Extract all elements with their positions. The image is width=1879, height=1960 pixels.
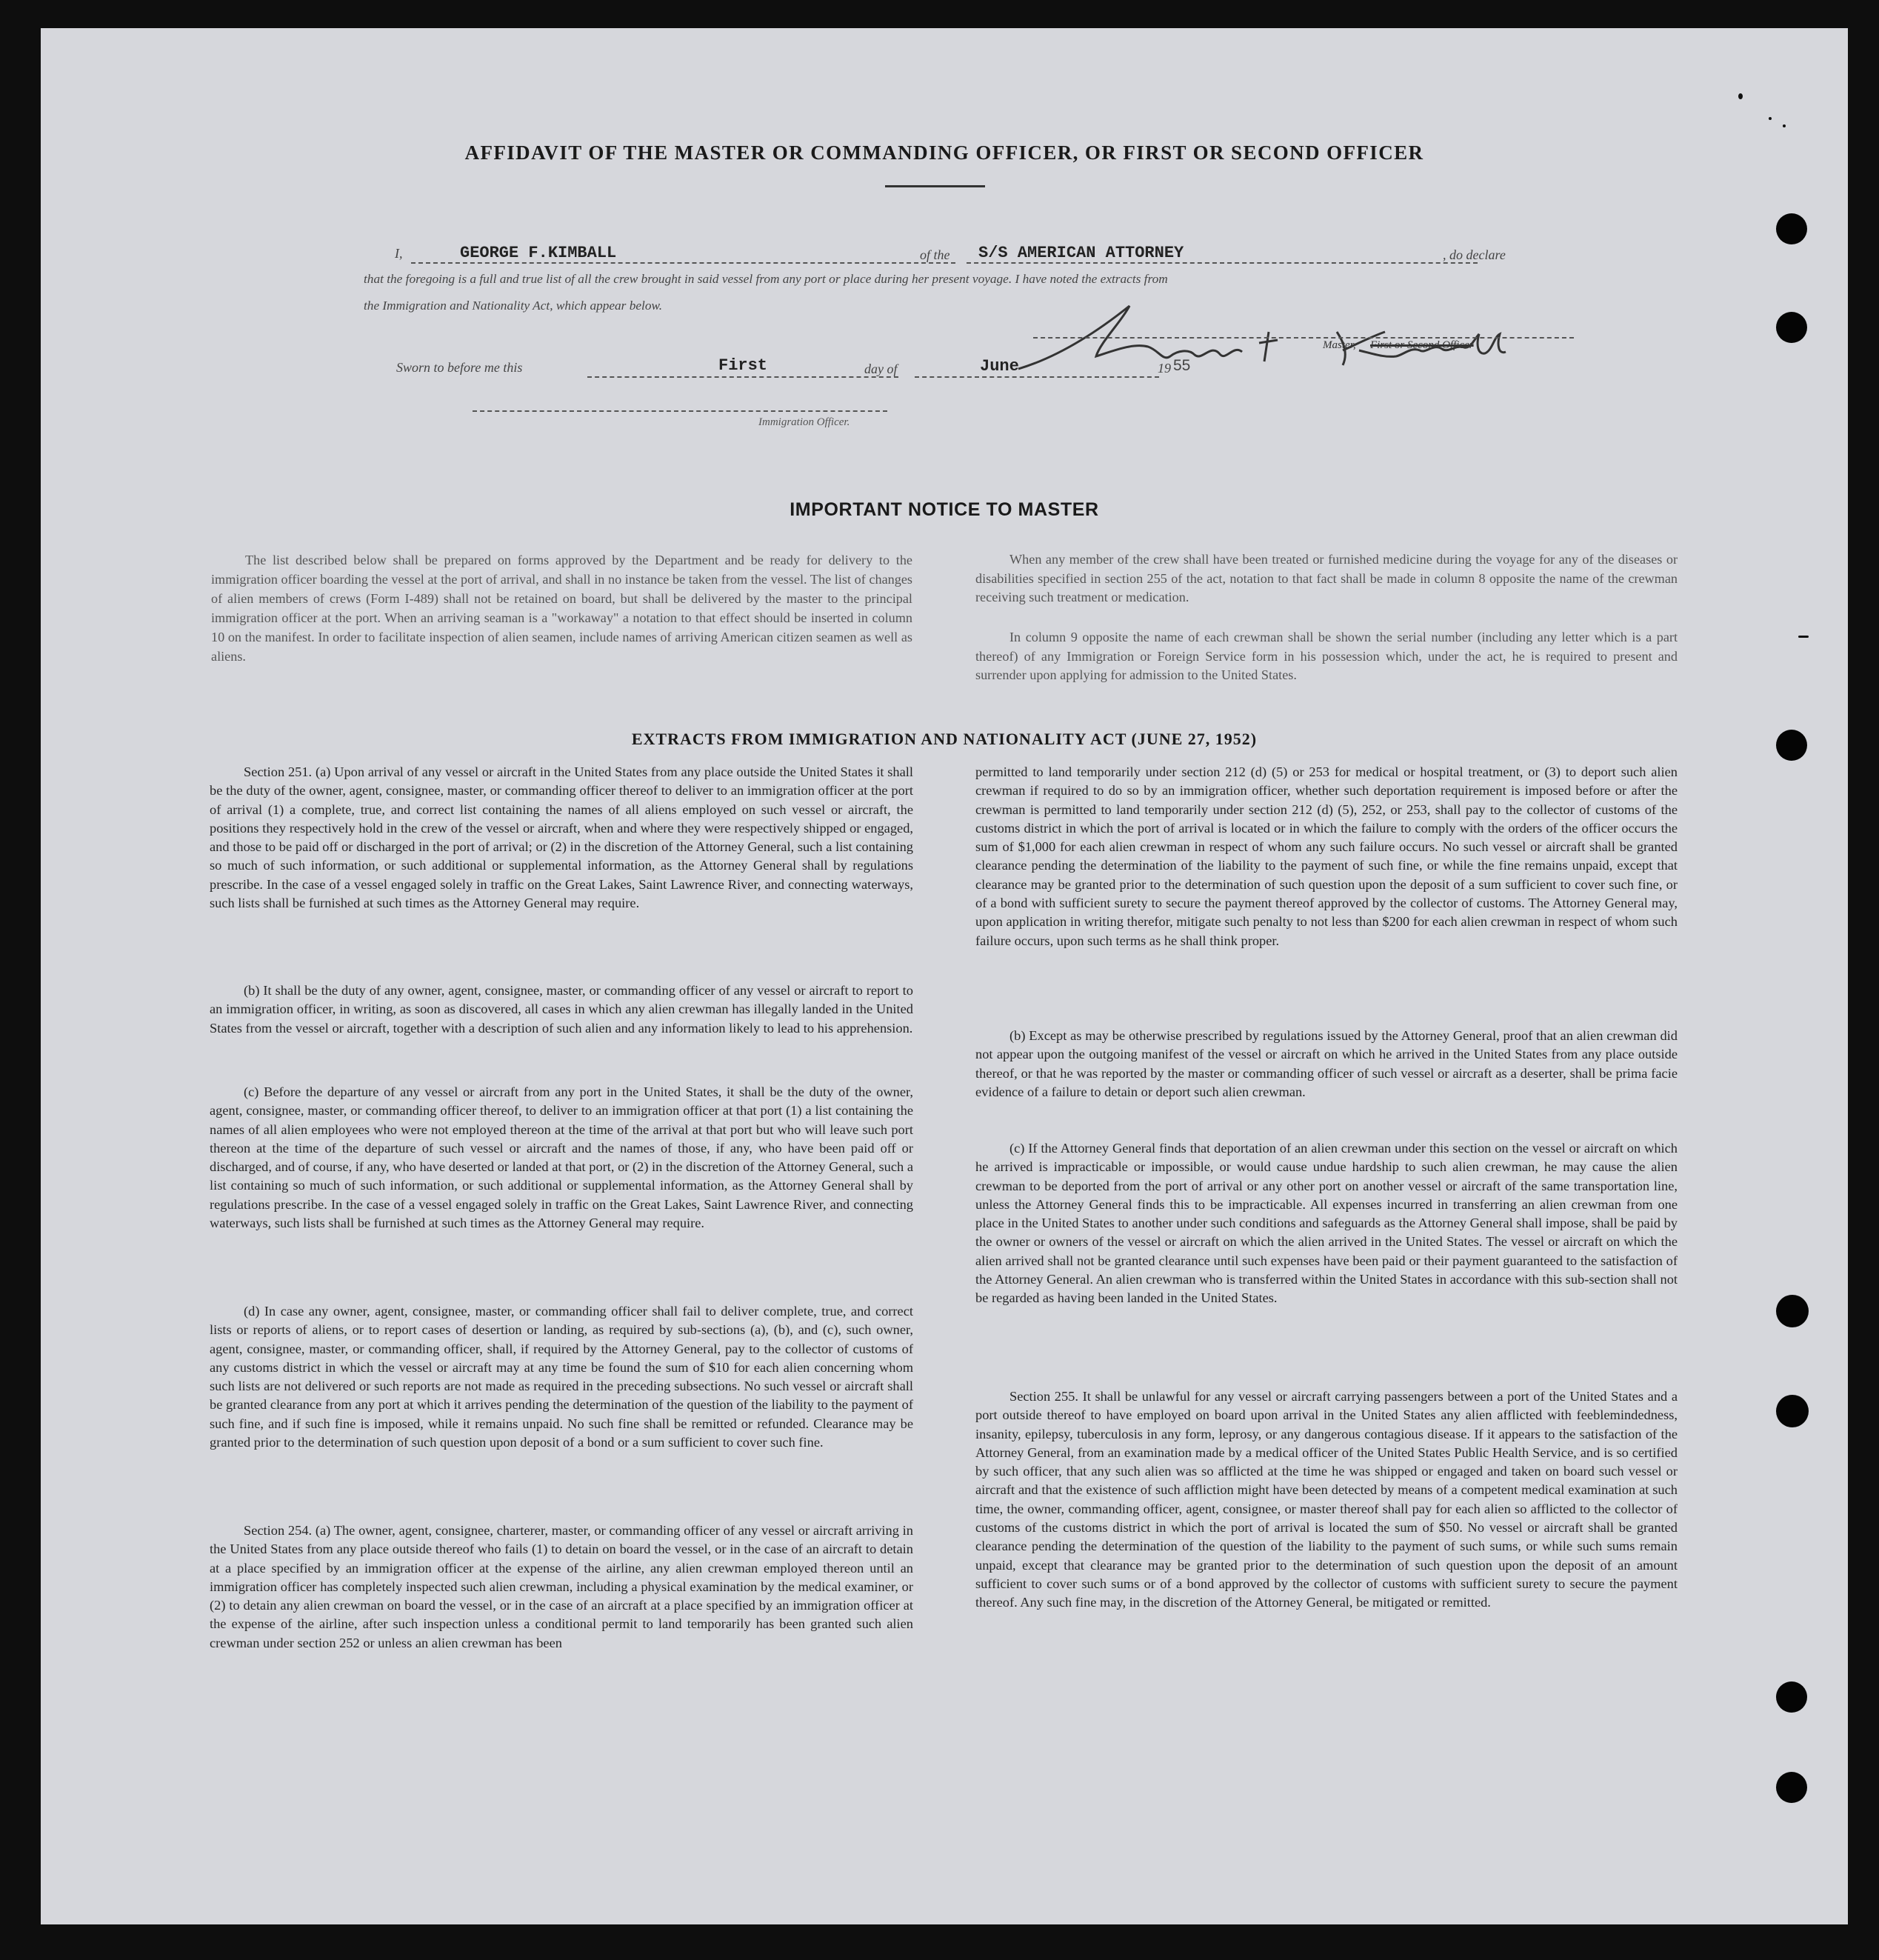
immigration-officer-label: Immigration Officer. [758, 416, 850, 428]
section-251-c: (c) Before the departure of any vessel or aircraft from any port in the United States, it shall be the duty of the owner, agent, consignee, master, or commanding officer thereof, to deliver to an immigration officer at that port (1) a list containing the names of all alien employees who were not employed thereon at the time of the arrival at that port but who will leave such port thereon at the time of the departure of such vessel or aircraft and the names of those, if any, who have been paid off or discharged, and of course, if any, who have deserted or landed at that port, or (2) in the discretion of the Attorney General, such a list containing so much of such information, or such additional or supplemental information, as the Attorney General shall by regulations prescribe. In the case of a vessel engaged solely in traffic on the Great Lakes, Saint Lawrence River, and connecting waterways, such lists shall be furnished at such times as the Attorney General may require. [210, 1084, 913, 1231]
section-251-a: Section 251. (a) Upon arrival of any vessel or aircraft in the United States from any place outside the United States it shall be the duty of the owner, agent, consignee, master, or commanding officer thereof to deliver to an immigration officer at the port of arrival (1) a complete, true, and correct list containing the names of all aliens employed on such vessel or aircraft, the positions they respectively hold in the crew of the vessel or aircraft, when and where they were respectively shipped or engaged, and those to be paid off or discharged in the port of arrival; or (2) in the discretion of the Attorney General, such a list containing so much of such information, or such additional or supplemental information, as the Attorney General shall by regulations prescribe. In the case of a vessel engaged solely in traffic on the Great Lakes, Saint Lawrence River, and connecting waterways, such lists shall be furnished at such times as the Attorney General may require. [210, 764, 913, 911]
day-of-label: day of [864, 361, 898, 376]
year-prefix: 19 [1158, 361, 1171, 376]
master-signature [1011, 291, 1559, 380]
sworn-day: First [718, 356, 768, 375]
section-251-d: (d) In case any owner, agent, consignee, master, or commanding officer shall fail to deliver complete, true, and correct lists or reports of aliens, or to report cases of desertion or landing, as required by sub-sections (a), (b), and (c), such owner, agent, consignee, master, or commanding officer, shall, if required by the Attorney General, pay to the collector of customs of any customs district in which the vessel or aircraft may at any time be found the sum of $10 for each alien concerning whom such lists are not delivered or such reports are not made as required in the preceding subsections. No such vessel or aircraft shall be granted clearance from any port at which it arrives pending the determination of the question of the liability to the payment of such fine, and if such fine is imposed, while it remains unpaid. No such fine shall be remitted or refunded. Clearance may be granted prior to the determination of such question upon deposit of a bond or a sum sufficient to cover such fine. [210, 1304, 913, 1450]
i-label: I, [395, 246, 403, 261]
section-254-b: (b) Except as may be otherwise prescribed by regulations issued by the Attorney General, proof that an alien crewman did not appear upon the outgoing manifest of the vessel or aircraft on which he arrived in the United States from any place outside thereof, or that he was reported by the master or commanding officer of such vessel or aircraft as a deserter, shall be prima facie evidence of a failure to detain or deport such alien crewman. [975, 1028, 1678, 1099]
punch-hole [1776, 1681, 1807, 1713]
master-label: Master, [1323, 339, 1356, 351]
speck-mark [1798, 636, 1809, 638]
punch-hole [1776, 730, 1807, 761]
immigration-officer-line [473, 410, 887, 412]
declarant-name: GEORGE F.KIMBALL [460, 244, 617, 262]
vessel-name: S/S AMERICAN ATTORNEY [978, 244, 1184, 262]
sworn-month-line [915, 376, 1159, 378]
section-254-a: Section 254. (a) The owner, agent, consignee, charterer, master, or commanding officer of any vessel or aircraft arriving in the United States from any place outside thereof who fails (1) to detain on board the vessel, or in the case of an aircraft to detain at a place specified by an immigration officer at the expense of the airline, any alien crewman employed thereon until an immigration officer has completely inspected such alien crewman, including a physical examination by the medical examiner, or (2) to detain any alien crewman on board the vessel, or in the case of an aircraft at a place specified by an immigration officer at the expense of the airline, after such inspection unless a conditional permit to land temporarily has been granted such alien crewman under section 252 or unless an alien crewman has been [210, 1523, 913, 1650]
sworn-day-line [587, 376, 898, 378]
punch-hole [1776, 312, 1807, 343]
vessel-name-line [967, 262, 1478, 264]
punch-hole [1776, 213, 1807, 244]
notice-right-paragraph-2: In column 9 opposite the name of each crewman shall be shown the serial number (including any letter which is a part thereof) of any Immigration or Foreign Service form in his possession which, under the act, he is required to present and surrender upon applying for admission to the United States. [975, 630, 1678, 682]
speck-mark [1769, 117, 1772, 120]
affidavit-title: AFFIDAVIT OF THE MASTER OR COMMANDING OFFICER, OR FIRST OR SECOND OFFICER [464, 141, 1424, 164]
sworn-month: June [980, 357, 1019, 376]
declaration-text: that the foregoing is a full and true list of all the crew brought in said vessel from any port or place during her present voyage. I have noted the extracts from [364, 272, 1168, 286]
do-declare-label: , do declare [1443, 247, 1506, 262]
document-page [41, 28, 1848, 1924]
of-the-label: of the [920, 247, 950, 262]
punch-hole [1776, 1395, 1809, 1427]
speck-mark [1738, 93, 1743, 99]
sworn-year: 55 [1173, 357, 1191, 374]
notice-heading: IMPORTANT NOTICE TO MASTER [790, 499, 1099, 520]
struck-officer-label: First or Second Officer [1370, 339, 1474, 351]
notice-left-paragraph: The list described below shall be prepared on forms approved by the Department and be ready for delivery to the immigration officer boarding the vessel at the port of arrival, and shall in no instance be taken from the vessel. The list of changes of alien members of crews (Form I-489) shall not be retained on board, but shall be delivered by the master to the principal immigration officer at the port. When an arriving seaman is a "workaway" a notation to that effect should be inserted in column 10 on the manifest. In order to facilitate inspection of alien seamen, include names of arriving American citizen seamen as well as aliens. [211, 553, 912, 664]
speck-mark [1783, 124, 1786, 127]
declaration-text-continued: the Immigration and Nationality Act, which appear below. [364, 299, 663, 313]
title-underline [885, 185, 985, 187]
notice-right-paragraph-1: When any member of the crew shall have been treated or furnished medicine during the voyage for any of the diseases or disabilities specified in section 255 of the act, notation to that fact shall be made in column 8 opposite the name of the crewman receiving such treatment or medication. [975, 552, 1678, 604]
section-254-a-continued: permitted to land temporarily under section 212 (d) (5) or 253 for medical or hospital treatment, or (3) to deport such alien crewman if required to do so by an immigration officer, whether such deportation requirement is imposed before or after the crewman is permitted to land temporarily under section 212 (d) (5), 252, or 253, shall pay to the collector of customs of the customs district in which the port of arrival is located or in which the failure to comply with the orders of the officer occurs the sum of $1,000 for each alien crewman in respect of whom any such failure occurs. No such vessel or aircraft shall be granted clearance pending the determination of the liability to the payment of such fine, or while the fine remains unpaid, except that clearance may be granted prior to the determination of such question upon the deposit of a sum sufficient to cover such fine, or of a bond with sufficient surety to secure the payment thereof approved by the collector of customs. The Attorney General may, upon application in writing therefor, mitigate such penalty to not less than $200 for each alien crewman in respect of whom such failure occurs, upon such terms as he shall think proper. [975, 764, 1678, 948]
section-254-c: (c) If the Attorney General finds that deportation of an alien crewman under this section on the vessel or aircraft on which he arrived is impracticable or impossible, or would cause undue hardship to such alien crewman, he may cause the alien crewman to be deported from the port of arrival or any other port on another vessel or aircraft of the same transportation line, unless the Attorney General finds this to be impracticable. All expenses incurred in transferring an alien crewman from one place in the United States to another under such conditions and safeguards as the Attorney General shall impose, shall be paid by the owner or owners of the vessel or aircraft on which the alien arrived in the United States. The vessel or aircraft on which the alien arrived shall not be granted clearance until such expenses have been paid or their payment guaranteed to the satisfaction of the Attorney General. An alien crewman who is transferred within the United States in accordance with this sub-section shall not be regarded as having been landed in the United States. [975, 1141, 1678, 1306]
punch-hole [1776, 1295, 1809, 1327]
punch-hole [1776, 1772, 1807, 1803]
declarant-name-line [411, 262, 955, 264]
section-251-b: (b) It shall be the duty of any owner, agent, consignee, master, or commanding officer of any vessel or aircraft to report to an immigration officer, in writing, as soon as discovered, all cases in which any alien crewman has illegally landed in the United States from the vessel or aircraft, together with a description of such alien and any information likely to lead to his apprehension. [210, 983, 913, 1036]
section-255: Section 255. It shall be unlawful for any vessel or aircraft carrying passengers between a port of the United States and a port outside thereof to have employed on board upon arrival in the United States any alien afflicted with feeblemindedness, insanity, epilepsy, tuberculosis in any form, leprosy, or any dangerous contagious disease. If it appears to the satisfaction of the Attorney General, from an examination made by a medical officer of the United States Public Health Service, and is so certified by such officer, that any such alien was so afflicted at the time he was shipped or engaged and taken on board such vessel or aircraft and that the existence of such affliction might have been detected by means of a competent medical examination at such time, the owner, commanding officer, agent, consignee, or master thereof shall pay for each alien so afflicted to the collector of customs of the customs district in which the port of arrival is located the sum of $50. No vessel or aircraft shall be granted clearance pending the determination of the question of the liability to the payment of such sums, or while such sums remain unpaid, except that clearance may be granted prior to the determination of such question upon the deposit of an amount sufficient to cover such sums or of a bond approved by the collector of customs with sufficient surety to secure the payment thereof. Any such fine may, in the discretion of the Attorney General, be mitigated or remitted. [975, 1389, 1678, 1610]
signature-line [1033, 337, 1574, 339]
extracts-heading: EXTRACTS FROM IMMIGRATION AND NATIONALITY ACT (JUNE 27, 1952) [631, 730, 1258, 748]
sworn-label: Sworn to before me this [396, 360, 523, 375]
